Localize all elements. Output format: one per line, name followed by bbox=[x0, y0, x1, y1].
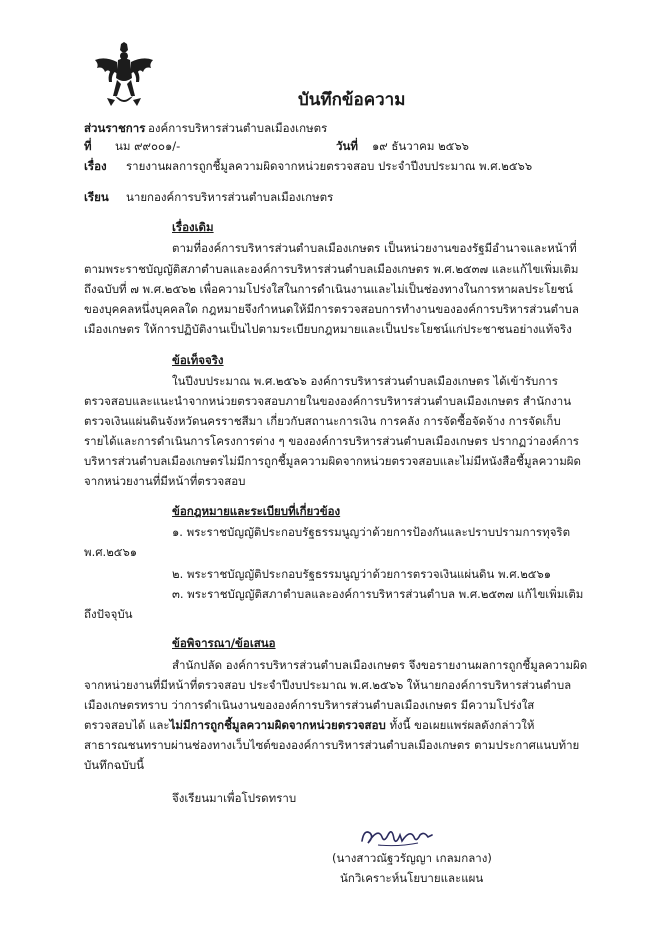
facts-line: รายได้และการดำเนินการโครงการต่าง ๆ ขององค์การบริหารส่วนตำบลเมืองเกษตร ปรากฏว่าองค์การ bbox=[84, 434, 579, 448]
considerations-line-part: ทั้งนี้ ขอเผยแพร่ผลดังกล่าวให้ bbox=[385, 718, 535, 732]
considerations-line-part: ตรวจสอบได้ และ bbox=[84, 718, 170, 732]
date-value: ๑๙ ธันวาคม ๒๕๖๖ bbox=[372, 139, 469, 153]
law-item-2: ๒. พระราชบัญญัติประกอบรัฐธรรมนูญว่าด้วยการตรวจเงินแผ่นดิน พ.ศ.๒๕๖๑ bbox=[172, 567, 552, 581]
facts-line: ตรวจเงินแผ่นดินจังหวัดนครราชสีมา เกี่ยวกับสถานะการเงิน การคลัง การจัดซื้อจัดจ้าง การจัดเก็บ bbox=[84, 414, 561, 428]
facts-line: ในปีงบประมาณ พ.ศ.๒๕๖๖ องค์การบริหารส่วนตำบลเมืองเกษตร ได้เข้ารับการ bbox=[172, 374, 558, 388]
considerations-heading: ข้อพิจารณา/ข้อเสนอ bbox=[172, 636, 276, 650]
background-line: ของบุคคลหนึ่งบุคคลใด กฎหมายจึงกำหนดให้มีการตรวจสอบการทำงานขององค์การบริหารส่วนตำบล bbox=[84, 302, 579, 316]
agency-value: องค์การบริหารส่วนตำบลเมืองเกษตร bbox=[148, 121, 328, 135]
recipient-label: เรียน bbox=[84, 190, 109, 204]
closing-line: จึงเรียนมาเพื่อโปรดทราบ bbox=[172, 791, 297, 805]
considerations-line bbox=[84, 720, 535, 732]
considerations-line: สำนักปลัด องค์การบริหารส่วนตำบลเมืองเกษตร จึงขอรายงานผลการถูกชี้มูลความผิด bbox=[172, 658, 588, 672]
laws-heading: ข้อกฎหมายและระเบียบที่เกี่ยวข้อง bbox=[172, 504, 341, 518]
facts-line: จากหน่วยงานที่มีหน้าที่ตรวจสอบ bbox=[84, 474, 246, 488]
subject-value: รายงานผลการถูกชี้มูลความผิดจากหน่วยตรวจสอบ ประจำปีงบประมาณ พ.ศ.๒๕๖๖ bbox=[126, 159, 533, 173]
law-item-1-continued: พ.ศ.๒๕๖๑ bbox=[84, 545, 138, 559]
handwritten-signature bbox=[358, 823, 436, 849]
considerations-line: บันทึกฉบับนี้ bbox=[84, 758, 144, 772]
background-line: ตามที่องค์การบริหารส่วนตำบลเมืองเกษตร เป็นหน่วยงานของรัฐมีอำนาจและหน้าที่ bbox=[172, 241, 577, 255]
signatory-position: นักวิเคราะห์นโยบายและแผน bbox=[340, 871, 484, 885]
background-line: ตามพระราชบัญญัติสภาตำบลและองค์การบริหารส่วนตำบลเมืองเกษตร พ.ศ.๒๕๓๗ และแก้ไขเพิ่มเติม bbox=[84, 262, 579, 276]
law-item-3: ๓. พระราชบัญญัติสภาตำบลและองค์การบริหารส่วนตำบล พ.ศ.๒๕๓๗ แก้ไขเพิ่มเติม bbox=[172, 587, 584, 601]
facts-line: บริหารส่วนตำบลเมืองเกษตรไม่มีการถูกชี้มูลความผิดจากหน่วยตรวจสอบและไม่มีหนังสือชี้มูลความผิด bbox=[84, 454, 582, 468]
agency-label: ส่วนราชการ bbox=[84, 121, 146, 135]
background-line: เมืองเกษตร ให้การปฏิบัติงานเป็นไปตามระเบียบกฎหมายและเป็นประโยชน์แก่ประชาชนอย่างแท้จริง bbox=[84, 322, 572, 336]
facts-heading: ข้อเท็จจริง bbox=[172, 353, 224, 367]
considerations-line: เมืองเกษตรทราบ ว่าการดำเนินงานขององค์การบริหารส่วนตำบลเมืองเกษตร มีความโปร่งใส bbox=[84, 698, 535, 712]
recipient-value: นายกองค์การบริหารส่วนตำบลเมืองเกษตร bbox=[126, 190, 334, 204]
reference-value: นม ๙๙๐๐๑/- bbox=[115, 139, 181, 153]
document-title: บันทึกข้อความ bbox=[298, 90, 406, 110]
considerations-line: สาธารณชนทราบผ่านช่องทางเว็บไซต์ขององค์การบริหารส่วนตำบลเมืองเกษตร ตามประกาศแนบท้าย bbox=[84, 738, 580, 752]
law-item-3-continued: ถึงปัจจุบัน bbox=[84, 607, 133, 621]
background-heading: เรื่องเดิม bbox=[172, 220, 214, 234]
subject-label: เรื่อง bbox=[84, 159, 107, 173]
considerations-line: จากหน่วยงานที่มีหน้าที่ตรวจสอบ ประจำปีงบประมาณ พ.ศ.๒๕๖๖ ให้นายกองค์การบริหารส่วนตำบล bbox=[84, 678, 572, 692]
reference-label: ที่ bbox=[84, 139, 92, 153]
date-label: วันที่ bbox=[336, 139, 358, 153]
signatory-name: (นางสาวณัฐวรัญญา เกลมกลาง) bbox=[332, 851, 492, 865]
no-misconduct-finding: ไม่มีการถูกชี้มูลความผิดจากหน่วยตรวจสอบ bbox=[169, 718, 386, 732]
law-item-1: ๑. พระราชบัญญัติประกอบรัฐธรรมนูญว่าด้วยการป้องกันและปราบปรามการทุจริต bbox=[172, 525, 571, 539]
background-line: ถึงฉบับที่ ๗ พ.ศ.๒๕๖๒ เพื่อความโปร่งใสในการดำเนินงานและไม่เป็นช่องทางในการหาผลประโยชน์ bbox=[84, 282, 573, 296]
facts-line: ตรวจสอบและแนะนำจากหน่วยตรวจสอบภายในขององค์การบริหารส่วนตำบลเมืองเกษตร สำนักงาน bbox=[84, 394, 572, 408]
garuda-emblem-icon bbox=[93, 42, 155, 108]
